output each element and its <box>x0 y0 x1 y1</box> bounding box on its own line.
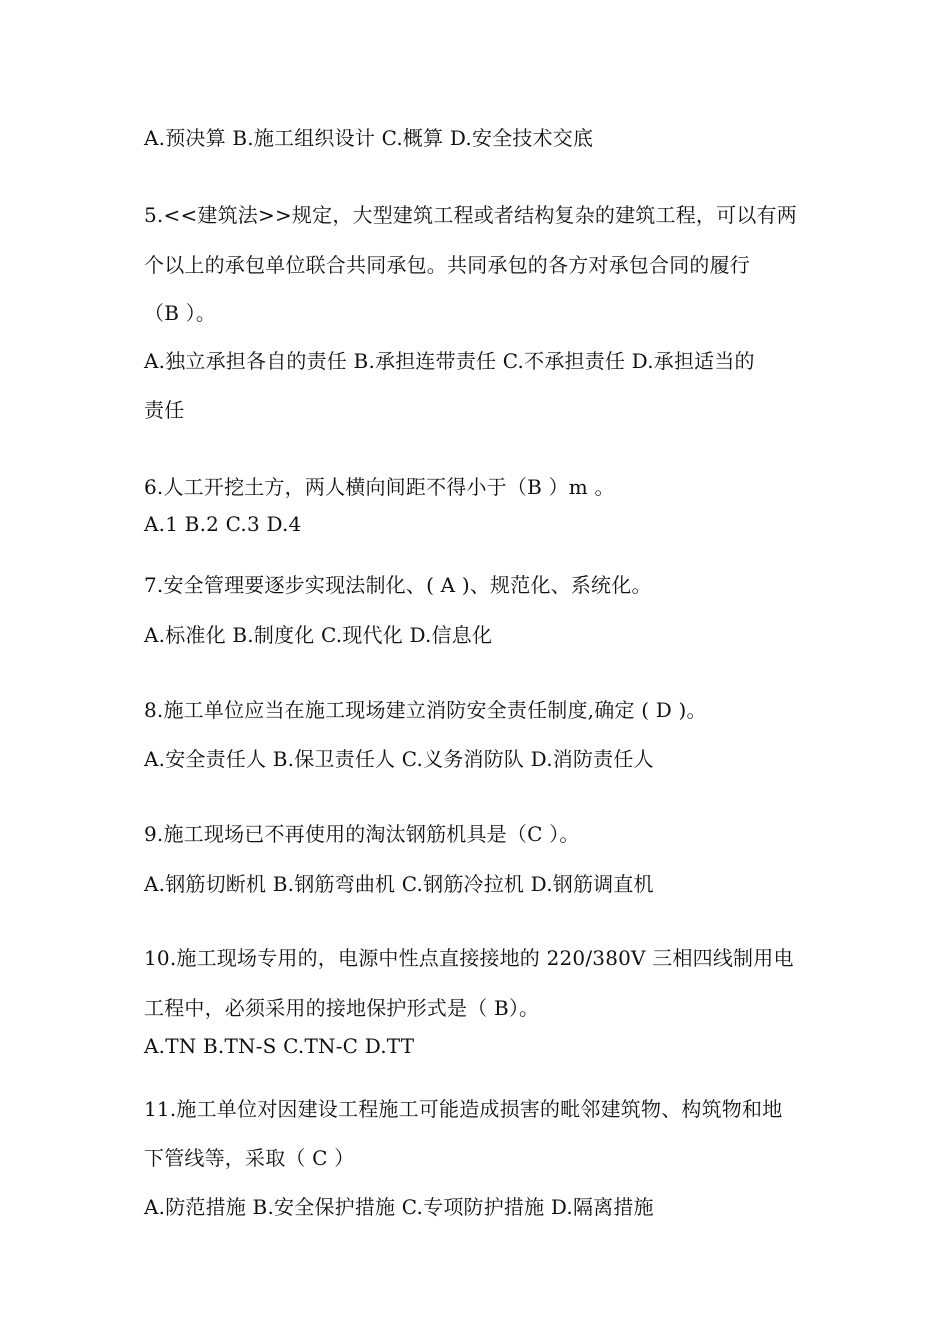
q10-options: A.TN B.TN-S C.TN-C D.TT <box>144 1034 415 1058</box>
q11-text-line-2: 下管线等，采取（ C ） <box>144 1146 355 1170</box>
q9-text: 9.施工现场已不再使用的淘汰钢筋机具是（C ）。 <box>144 822 580 846</box>
q5-text-line-3: （B ）。 <box>144 301 217 325</box>
q5-options-line-2: 责任 <box>144 398 185 422</box>
q8-options: A.安全责任人 B.保卫责任人 C.义务消防队 D.消防责任人 <box>144 747 654 771</box>
q11-options: A.防范措施 B.安全保护措施 C.专项防护措施 D.隔离措施 <box>144 1195 654 1219</box>
q6-text: 6.人工开挖土方，两人横向间距不得小于（B ）m 。 <box>144 475 615 499</box>
q10-text-line-2: 工程中，必须采用的接地保护形式是（ B）。 <box>144 996 540 1020</box>
q5-text-line-1: 5.<<建筑法>>规定，大型建筑工程或者结构复杂的建筑工程，可以有两 <box>144 203 797 227</box>
q10-text-line-1: 10.施工现场专用的，电源中性点直接接地的 220/380V 三相四线制用电 <box>144 946 794 970</box>
q5-text-line-2: 个以上的承包单位联合共同承包。共同承包的各方对承包合同的履行 <box>144 253 750 277</box>
q6-options: A.1 B.2 C.3 D.4 <box>144 512 302 536</box>
q9-options: A.钢筋切断机 B.钢筋弯曲机 C.钢筋冷拉机 D.钢筋调直机 <box>144 872 654 896</box>
q7-options: A.标准化 B.制度化 C.现代化 D.信息化 <box>144 623 493 647</box>
q4-options: A.预决算 B.施工组织设计 C.概算 D.安全技术交底 <box>144 126 594 150</box>
q11-text-line-1: 11.施工单位对因建设工程施工可能造成损害的毗邻建筑物、构筑物和地 <box>144 1097 783 1121</box>
q7-text: 7.安全管理要逐步实现法制化、( A )、规范化、系统化。 <box>144 573 652 597</box>
q5-options-line-1: A.独立承担各自的责任 B.承担连带责任 C.不承担责任 D.承担适当的 <box>144 349 755 373</box>
q8-text: 8.施工单位应当在施工现场建立消防安全责任制度,确定 ( D )。 <box>144 698 707 722</box>
